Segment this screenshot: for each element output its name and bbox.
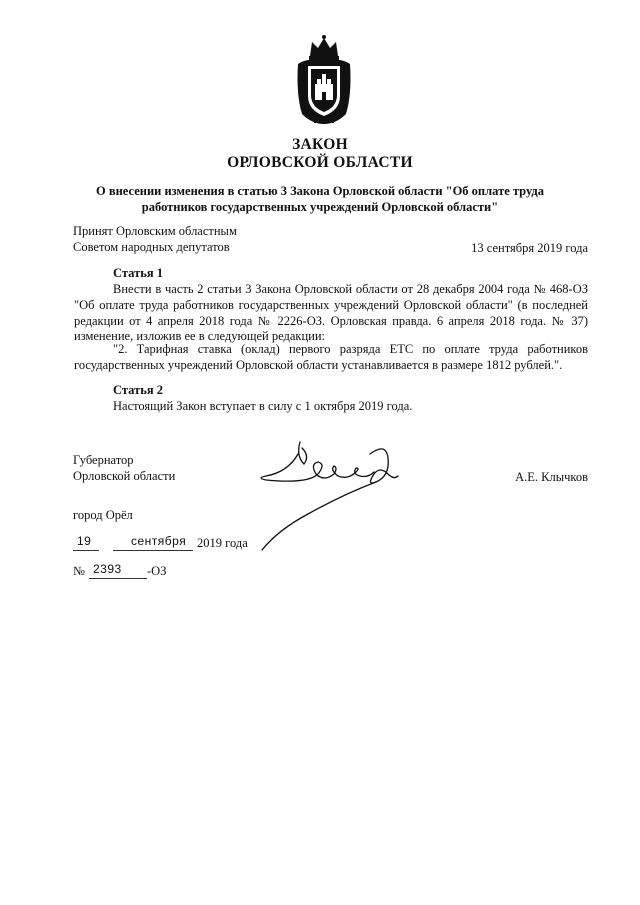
- law-number-value: 2393: [93, 562, 122, 576]
- number-underline: [89, 578, 147, 579]
- law-number-suffix: -ОЗ: [147, 564, 167, 578]
- article-1-paragraph: Внести в часть 2 статьи 3 Закона Орловской области от 28 декабря 2004 года № 468-ОЗ "Об оплате труда работников государственных учреждений Орловской области" (в последней редакции от 4 апреля 2018 года № 2226-ОЗ. Орловская правда. 6 апреля 2018 года. № 37) изменение, изложив ее в следующей редакции:: [74, 282, 588, 344]
- signing-year: 2019 года: [197, 536, 248, 550]
- article-2-paragraph: Настоящий Закон вступает в силу с 1 октября 2019 года.: [113, 399, 413, 413]
- law-subject: [60, 183, 580, 215]
- adoption-authority-line: Советом народных депутатов: [73, 240, 230, 254]
- signatory-title-line: Губернатор: [73, 453, 134, 467]
- document-title-region: ОРЛОВСКОЙ ОБЛАСТИ: [227, 154, 413, 171]
- article-1-heading: Статья 1: [113, 266, 163, 280]
- article-1-quote: "2. Тарифная ставка (оклад) первого разряда ЕТС по оплате труда работников государственных учреждений Орловской области устанавливается в размере 1812 рублей.".: [74, 342, 588, 372]
- signatory-name: А.Е. Клычков: [515, 470, 588, 484]
- adoption-authority-line: Принят Орловским областным: [73, 224, 237, 238]
- month-underline: [113, 550, 193, 551]
- article-2-heading: Статья 2: [113, 383, 163, 397]
- signatory-title: [73, 452, 175, 484]
- day-underline: [73, 550, 99, 551]
- law-subject-line: работников государственных учреждений Орловской области": [141, 200, 499, 214]
- adoption-authority: [73, 223, 237, 255]
- signing-month: сентября: [131, 534, 187, 548]
- law-number: [73, 562, 273, 582]
- signing-date: [73, 534, 293, 554]
- signatory-title-line: Орловской области: [73, 469, 176, 483]
- document-title: ЗАКОН: [292, 136, 348, 153]
- adoption-date: 13 сентября 2019 года: [471, 241, 588, 255]
- signing-city: город Орёл: [73, 508, 133, 522]
- law-number-prefix: №: [73, 564, 85, 578]
- orel-coat-of-arms-icon: [292, 34, 356, 126]
- signing-day: 19: [77, 534, 92, 548]
- law-subject-line: О внесении изменения в статью 3 Закона Орловской области "Об оплате труда: [96, 184, 544, 198]
